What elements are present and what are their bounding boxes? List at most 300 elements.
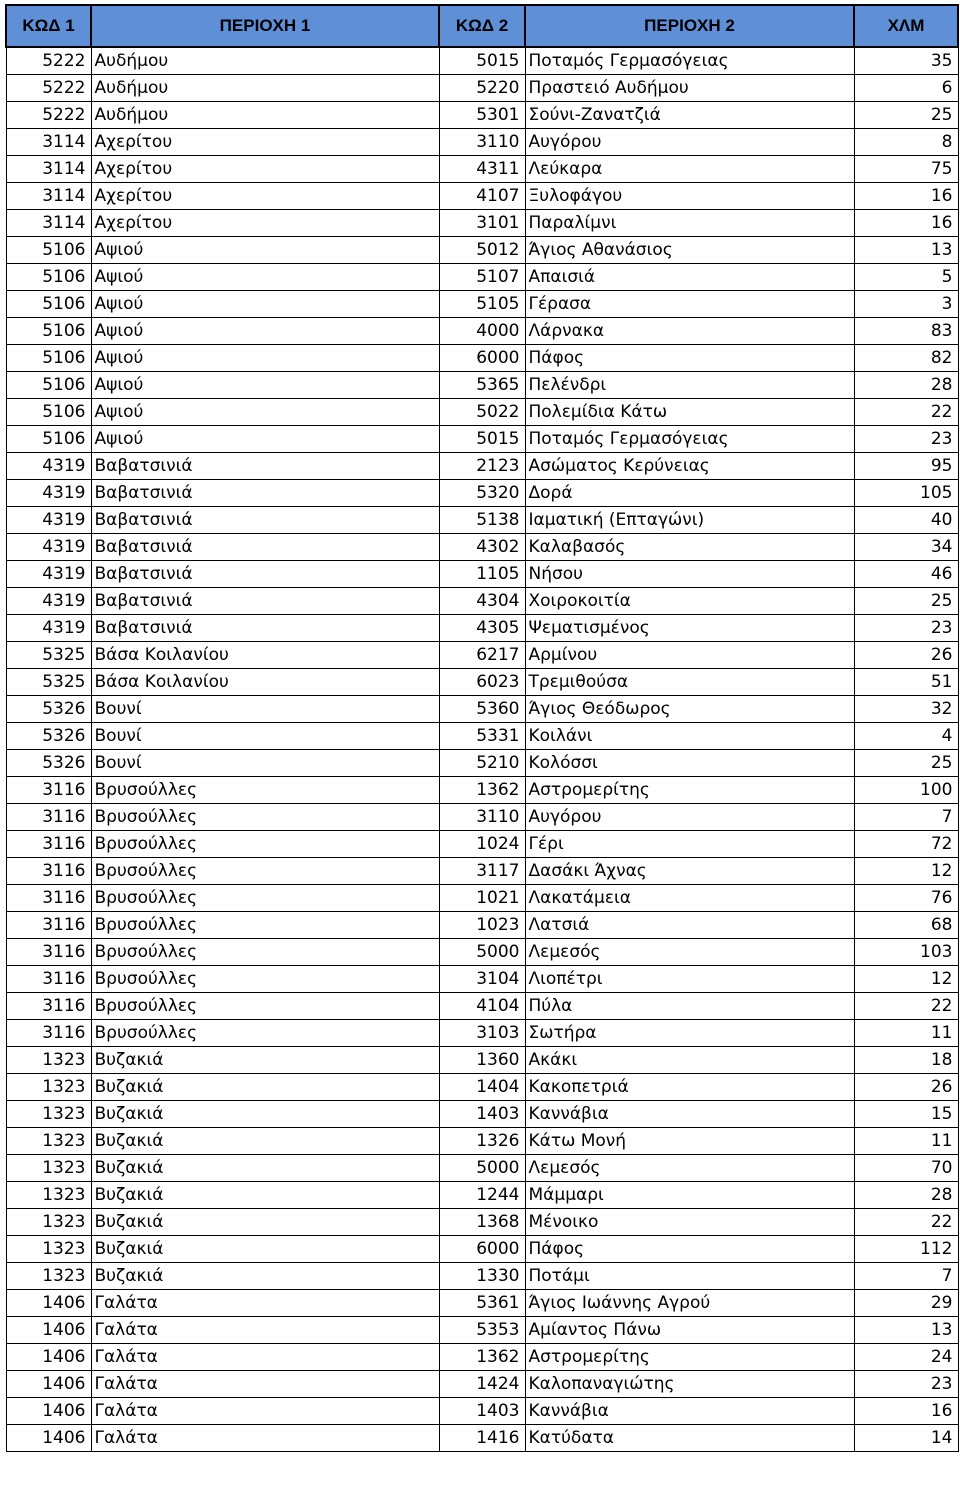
cell-area-2: Κακοπετριά bbox=[525, 1074, 854, 1101]
table-row bbox=[6, 345, 958, 372]
table-row bbox=[6, 858, 958, 885]
cell-code-1: 1323 bbox=[6, 1209, 91, 1236]
cell-code-2: 5353 bbox=[439, 1317, 525, 1344]
cell-area-1: Βάσα Κοιλανίου bbox=[91, 642, 439, 669]
cell-area-1: Αψιού bbox=[91, 237, 439, 264]
cell-area-2: Ξυλοφάγου bbox=[525, 183, 854, 210]
cell-code-1: 5106 bbox=[6, 264, 91, 291]
cell-km: 28 bbox=[854, 1182, 958, 1209]
cell-area-2: Σούνι-Ζανατζιά bbox=[525, 102, 854, 129]
cell-code-1: 5325 bbox=[6, 669, 91, 696]
cell-area-1: Βαβατσινιά bbox=[91, 588, 439, 615]
cell-code-2: 1023 bbox=[439, 912, 525, 939]
cell-area-1: Γαλάτα bbox=[91, 1317, 439, 1344]
table-body bbox=[6, 47, 958, 1452]
table-row bbox=[6, 480, 958, 507]
table-header bbox=[6, 5, 958, 47]
cell-code-1: 5326 bbox=[6, 696, 91, 723]
cell-area-2: Απαισιά bbox=[525, 264, 854, 291]
cell-code-2: 6000 bbox=[439, 345, 525, 372]
table-row bbox=[6, 1074, 958, 1101]
cell-area-1: Αχερίτου bbox=[91, 156, 439, 183]
cell-code-2: 5365 bbox=[439, 372, 525, 399]
cell-km: 15 bbox=[854, 1101, 958, 1128]
cell-area-1: Βρυσούλλες bbox=[91, 804, 439, 831]
cell-code-1: 5106 bbox=[6, 237, 91, 264]
table-row bbox=[6, 237, 958, 264]
cell-code-2: 1244 bbox=[439, 1182, 525, 1209]
cell-km: 14 bbox=[854, 1425, 958, 1452]
cell-km: 28 bbox=[854, 372, 958, 399]
cell-code-2: 1403 bbox=[439, 1398, 525, 1425]
cell-area-1: Βάσα Κοιλανίου bbox=[91, 669, 439, 696]
distance-table bbox=[5, 4, 959, 1452]
cell-code-2: 1416 bbox=[439, 1425, 525, 1452]
header-km: ΧΛΜ bbox=[854, 5, 958, 47]
table-row bbox=[6, 1425, 958, 1452]
cell-code-1: 5222 bbox=[6, 75, 91, 102]
table-row bbox=[6, 1047, 958, 1074]
table-row bbox=[6, 534, 958, 561]
cell-area-2: Καννάβια bbox=[525, 1101, 854, 1128]
cell-code-2: 5105 bbox=[439, 291, 525, 318]
cell-area-2: Πραστειό Αυδήμου bbox=[525, 75, 854, 102]
cell-area-2: Ασώματος Κερύνειας bbox=[525, 453, 854, 480]
cell-km: 105 bbox=[854, 480, 958, 507]
cell-area-2: Ιαματική (Επταγώνι) bbox=[525, 507, 854, 534]
cell-code-1: 1406 bbox=[6, 1398, 91, 1425]
cell-code-1: 5326 bbox=[6, 723, 91, 750]
table-row bbox=[6, 777, 958, 804]
cell-code-1: 3114 bbox=[6, 210, 91, 237]
cell-area-1: Βαβατσινιά bbox=[91, 480, 439, 507]
cell-area-1: Βαβατσινιά bbox=[91, 615, 439, 642]
cell-area-2: Αυγόρου bbox=[525, 804, 854, 831]
cell-km: 13 bbox=[854, 1317, 958, 1344]
cell-code-2: 4302 bbox=[439, 534, 525, 561]
cell-area-1: Βυζακιά bbox=[91, 1209, 439, 1236]
cell-km: 18 bbox=[854, 1047, 958, 1074]
cell-km: 16 bbox=[854, 210, 958, 237]
table-row bbox=[6, 318, 958, 345]
cell-km: 46 bbox=[854, 561, 958, 588]
cell-area-1: Γαλάτα bbox=[91, 1425, 439, 1452]
table-row bbox=[6, 588, 958, 615]
cell-code-1: 1323 bbox=[6, 1155, 91, 1182]
cell-code-1: 4319 bbox=[6, 615, 91, 642]
cell-code-1: 1323 bbox=[6, 1074, 91, 1101]
cell-area-1: Βυζακιά bbox=[91, 1047, 439, 1074]
cell-area-1: Βρυσούλλες bbox=[91, 912, 439, 939]
cell-area-1: Αυδήμου bbox=[91, 75, 439, 102]
cell-area-1: Βουνί bbox=[91, 750, 439, 777]
table-row bbox=[6, 1398, 958, 1425]
cell-area-1: Αψιού bbox=[91, 345, 439, 372]
table-row bbox=[6, 723, 958, 750]
cell-code-1: 3116 bbox=[6, 858, 91, 885]
cell-code-2: 1424 bbox=[439, 1371, 525, 1398]
cell-code-2: 1326 bbox=[439, 1128, 525, 1155]
cell-area-2: Καλοπαναγιώτης bbox=[525, 1371, 854, 1398]
cell-area-2: Νήσου bbox=[525, 561, 854, 588]
cell-area-2: Λεμεσός bbox=[525, 1155, 854, 1182]
header-area-2: ΠΕΡΙΟΧΗ 2 bbox=[525, 5, 854, 47]
cell-km: 11 bbox=[854, 1020, 958, 1047]
cell-area-2: Κάτω Μονή bbox=[525, 1128, 854, 1155]
cell-code-2: 3101 bbox=[439, 210, 525, 237]
cell-area-2: Παραλίμνι bbox=[525, 210, 854, 237]
table-row bbox=[6, 804, 958, 831]
cell-area-2: Ποταμός Γερμασόγειας bbox=[525, 47, 854, 75]
cell-area-2: Λάρνακα bbox=[525, 318, 854, 345]
table-row bbox=[6, 993, 958, 1020]
cell-code-2: 1362 bbox=[439, 777, 525, 804]
cell-area-2: Αυγόρου bbox=[525, 129, 854, 156]
cell-code-1: 3116 bbox=[6, 1020, 91, 1047]
cell-km: 25 bbox=[854, 102, 958, 129]
cell-code-1: 5326 bbox=[6, 750, 91, 777]
cell-code-1: 1406 bbox=[6, 1317, 91, 1344]
table-row bbox=[6, 183, 958, 210]
table-row bbox=[6, 1263, 958, 1290]
table-row bbox=[6, 831, 958, 858]
table-row bbox=[6, 102, 958, 129]
cell-code-1: 3116 bbox=[6, 939, 91, 966]
cell-area-1: Αψιού bbox=[91, 426, 439, 453]
table-row bbox=[6, 615, 958, 642]
cell-area-2: Τρεμιθούσα bbox=[525, 669, 854, 696]
cell-area-2: Κατύδατα bbox=[525, 1425, 854, 1452]
cell-km: 26 bbox=[854, 642, 958, 669]
cell-km: 51 bbox=[854, 669, 958, 696]
table-row bbox=[6, 156, 958, 183]
cell-km: 22 bbox=[854, 993, 958, 1020]
table-row bbox=[6, 1101, 958, 1128]
cell-code-2: 5138 bbox=[439, 507, 525, 534]
cell-area-2: Ποτάμι bbox=[525, 1263, 854, 1290]
cell-code-1: 1406 bbox=[6, 1371, 91, 1398]
cell-area-2: Κολόσσι bbox=[525, 750, 854, 777]
cell-area-2: Πάφος bbox=[525, 345, 854, 372]
cell-area-2: Άγιος Θεόδωρος bbox=[525, 696, 854, 723]
cell-area-1: Γαλάτα bbox=[91, 1290, 439, 1317]
cell-km: 7 bbox=[854, 1263, 958, 1290]
cell-code-2: 3103 bbox=[439, 1020, 525, 1047]
cell-km: 7 bbox=[854, 804, 958, 831]
cell-code-2: 4104 bbox=[439, 993, 525, 1020]
cell-area-1: Αχερίτου bbox=[91, 129, 439, 156]
cell-code-1: 3114 bbox=[6, 183, 91, 210]
cell-code-2: 1021 bbox=[439, 885, 525, 912]
cell-area-2: Μένοικο bbox=[525, 1209, 854, 1236]
cell-code-1: 1323 bbox=[6, 1101, 91, 1128]
cell-area-2: Πολεμίδια Κάτω bbox=[525, 399, 854, 426]
header-code-1: ΚΩΔ 1 bbox=[6, 5, 91, 47]
cell-code-1: 1406 bbox=[6, 1425, 91, 1452]
cell-area-2: Ποταμός Γερμασόγειας bbox=[525, 426, 854, 453]
cell-code-2: 5331 bbox=[439, 723, 525, 750]
cell-code-1: 4319 bbox=[6, 453, 91, 480]
cell-code-1: 3114 bbox=[6, 156, 91, 183]
cell-code-2: 1362 bbox=[439, 1344, 525, 1371]
cell-code-1: 1323 bbox=[6, 1182, 91, 1209]
cell-area-1: Γαλάτα bbox=[91, 1344, 439, 1371]
cell-km: 95 bbox=[854, 453, 958, 480]
cell-code-2: 1403 bbox=[439, 1101, 525, 1128]
cell-code-2: 1024 bbox=[439, 831, 525, 858]
cell-code-2: 1105 bbox=[439, 561, 525, 588]
cell-km: 5 bbox=[854, 264, 958, 291]
cell-km: 24 bbox=[854, 1344, 958, 1371]
cell-area-1: Βρυσούλλες bbox=[91, 993, 439, 1020]
table-row bbox=[6, 1020, 958, 1047]
cell-code-1: 1323 bbox=[6, 1236, 91, 1263]
cell-km: 29 bbox=[854, 1290, 958, 1317]
cell-area-1: Βαβατσινιά bbox=[91, 507, 439, 534]
cell-code-2: 1404 bbox=[439, 1074, 525, 1101]
table-row bbox=[6, 1236, 958, 1263]
cell-code-1: 5325 bbox=[6, 642, 91, 669]
cell-code-2: 5301 bbox=[439, 102, 525, 129]
cell-code-2: 6023 bbox=[439, 669, 525, 696]
cell-code-2: 6000 bbox=[439, 1236, 525, 1263]
cell-area-1: Βουνί bbox=[91, 696, 439, 723]
cell-code-1: 3116 bbox=[6, 912, 91, 939]
cell-code-1: 5222 bbox=[6, 102, 91, 129]
cell-code-2: 3117 bbox=[439, 858, 525, 885]
cell-area-1: Βρυσούλλες bbox=[91, 831, 439, 858]
cell-area-1: Βρυσούλλες bbox=[91, 858, 439, 885]
cell-km: 13 bbox=[854, 237, 958, 264]
cell-km: 23 bbox=[854, 615, 958, 642]
cell-code-1: 1406 bbox=[6, 1344, 91, 1371]
table-row bbox=[6, 453, 958, 480]
cell-km: 8 bbox=[854, 129, 958, 156]
cell-area-1: Αψιού bbox=[91, 372, 439, 399]
cell-code-2: 4107 bbox=[439, 183, 525, 210]
cell-area-2: Άγιος Αθανάσιος bbox=[525, 237, 854, 264]
table-row bbox=[6, 129, 958, 156]
header-area-1: ΠΕΡΙΟΧΗ 1 bbox=[91, 5, 439, 47]
cell-area-2: Γέρι bbox=[525, 831, 854, 858]
cell-code-1: 5106 bbox=[6, 372, 91, 399]
cell-area-1: Αυδήμου bbox=[91, 47, 439, 75]
cell-km: 68 bbox=[854, 912, 958, 939]
cell-area-2: Λεμεσός bbox=[525, 939, 854, 966]
cell-km: 103 bbox=[854, 939, 958, 966]
cell-area-2: Σωτήρα bbox=[525, 1020, 854, 1047]
cell-km: 23 bbox=[854, 426, 958, 453]
cell-code-2: 3104 bbox=[439, 966, 525, 993]
cell-code-2: 5107 bbox=[439, 264, 525, 291]
cell-km: 100 bbox=[854, 777, 958, 804]
table-row bbox=[6, 426, 958, 453]
cell-area-1: Βρυσούλλες bbox=[91, 939, 439, 966]
cell-area-1: Βυζακιά bbox=[91, 1128, 439, 1155]
cell-code-1: 3114 bbox=[6, 129, 91, 156]
cell-code-2: 4304 bbox=[439, 588, 525, 615]
table-row bbox=[6, 912, 958, 939]
cell-code-1: 5106 bbox=[6, 399, 91, 426]
cell-code-1: 3116 bbox=[6, 804, 91, 831]
cell-area-2: Αστρομερίτης bbox=[525, 777, 854, 804]
table-row bbox=[6, 1344, 958, 1371]
cell-area-2: Αστρομερίτης bbox=[525, 1344, 854, 1371]
cell-km: 11 bbox=[854, 1128, 958, 1155]
cell-area-2: Ακάκι bbox=[525, 1047, 854, 1074]
cell-area-2: Αμίαντος Πάνω bbox=[525, 1317, 854, 1344]
table-row bbox=[6, 885, 958, 912]
cell-km: 32 bbox=[854, 696, 958, 723]
cell-code-1: 1406 bbox=[6, 1290, 91, 1317]
cell-code-1: 3116 bbox=[6, 966, 91, 993]
cell-km: 16 bbox=[854, 1398, 958, 1425]
table-row bbox=[6, 696, 958, 723]
cell-area-2: Δορά bbox=[525, 480, 854, 507]
cell-km: 83 bbox=[854, 318, 958, 345]
cell-code-2: 4000 bbox=[439, 318, 525, 345]
cell-code-2: 3110 bbox=[439, 804, 525, 831]
cell-code-1: 1323 bbox=[6, 1047, 91, 1074]
table-row bbox=[6, 750, 958, 777]
cell-km: 35 bbox=[854, 47, 958, 75]
table-row bbox=[6, 966, 958, 993]
cell-km: 72 bbox=[854, 831, 958, 858]
cell-area-1: Αψιού bbox=[91, 291, 439, 318]
cell-area-1: Αψιού bbox=[91, 399, 439, 426]
cell-area-2: Κοιλάνι bbox=[525, 723, 854, 750]
cell-area-2: Μάμμαρι bbox=[525, 1182, 854, 1209]
cell-area-1: Βρυσούλλες bbox=[91, 885, 439, 912]
cell-area-1: Βυζακιά bbox=[91, 1182, 439, 1209]
cell-area-1: Βρυσούλλες bbox=[91, 777, 439, 804]
cell-code-2: 5360 bbox=[439, 696, 525, 723]
cell-code-1: 4319 bbox=[6, 480, 91, 507]
cell-code-1: 3116 bbox=[6, 885, 91, 912]
table-row bbox=[6, 561, 958, 588]
cell-code-2: 5012 bbox=[439, 237, 525, 264]
cell-code-1: 1323 bbox=[6, 1263, 91, 1290]
cell-code-1: 3116 bbox=[6, 777, 91, 804]
table-row bbox=[6, 399, 958, 426]
table-row bbox=[6, 1128, 958, 1155]
cell-area-1: Γαλάτα bbox=[91, 1371, 439, 1398]
cell-km: 34 bbox=[854, 534, 958, 561]
cell-code-2: 5015 bbox=[439, 426, 525, 453]
cell-code-2: 5015 bbox=[439, 47, 525, 75]
cell-code-2: 3110 bbox=[439, 129, 525, 156]
cell-km: 25 bbox=[854, 750, 958, 777]
cell-code-1: 4319 bbox=[6, 534, 91, 561]
cell-code-1: 4319 bbox=[6, 561, 91, 588]
table-row bbox=[6, 1182, 958, 1209]
cell-code-1: 5106 bbox=[6, 291, 91, 318]
cell-area-2: Πάφος bbox=[525, 1236, 854, 1263]
cell-code-2: 1330 bbox=[439, 1263, 525, 1290]
table-row bbox=[6, 210, 958, 237]
cell-km: 22 bbox=[854, 399, 958, 426]
cell-area-2: Δασάκι Άχνας bbox=[525, 858, 854, 885]
cell-code-2: 6217 bbox=[439, 642, 525, 669]
table-row bbox=[6, 264, 958, 291]
cell-km: 75 bbox=[854, 156, 958, 183]
cell-code-1: 1323 bbox=[6, 1128, 91, 1155]
table-row bbox=[6, 939, 958, 966]
cell-code-2: 5320 bbox=[439, 480, 525, 507]
cell-code-2: 5000 bbox=[439, 1155, 525, 1182]
cell-area-1: Αχερίτου bbox=[91, 210, 439, 237]
cell-area-1: Βυζακιά bbox=[91, 1263, 439, 1290]
cell-km: 112 bbox=[854, 1236, 958, 1263]
table-row bbox=[6, 642, 958, 669]
cell-area-2: Καννάβια bbox=[525, 1398, 854, 1425]
table-row bbox=[6, 669, 958, 696]
cell-code-1: 4319 bbox=[6, 588, 91, 615]
cell-area-2: Πύλα bbox=[525, 993, 854, 1020]
cell-code-2: 5361 bbox=[439, 1290, 525, 1317]
cell-area-1: Βυζακιά bbox=[91, 1101, 439, 1128]
cell-area-2: Αρμίνου bbox=[525, 642, 854, 669]
cell-area-1: Βαβατσινιά bbox=[91, 453, 439, 480]
table-row bbox=[6, 1290, 958, 1317]
cell-km: 70 bbox=[854, 1155, 958, 1182]
cell-km: 25 bbox=[854, 588, 958, 615]
table-row bbox=[6, 1209, 958, 1236]
cell-code-1: 5222 bbox=[6, 47, 91, 75]
cell-km: 4 bbox=[854, 723, 958, 750]
cell-code-2: 4305 bbox=[439, 615, 525, 642]
table-row bbox=[6, 507, 958, 534]
cell-km: 12 bbox=[854, 966, 958, 993]
cell-area-1: Βουνί bbox=[91, 723, 439, 750]
cell-area-1: Βαβατσινιά bbox=[91, 534, 439, 561]
cell-km: 22 bbox=[854, 1209, 958, 1236]
table-row bbox=[6, 1155, 958, 1182]
cell-code-2: 4311 bbox=[439, 156, 525, 183]
cell-area-1: Βρυσούλλες bbox=[91, 966, 439, 993]
cell-area-2: Άγιος Ιωάννης Αγρού bbox=[525, 1290, 854, 1317]
cell-area-2: Χοιροκοιτία bbox=[525, 588, 854, 615]
cell-code-2: 1368 bbox=[439, 1209, 525, 1236]
table-row bbox=[6, 291, 958, 318]
cell-code-2: 5220 bbox=[439, 75, 525, 102]
cell-area-2: Λιοπέτρι bbox=[525, 966, 854, 993]
cell-area-2: Καλαβασός bbox=[525, 534, 854, 561]
cell-code-2: 5210 bbox=[439, 750, 525, 777]
cell-code-2: 5000 bbox=[439, 939, 525, 966]
cell-area-1: Βυζακιά bbox=[91, 1074, 439, 1101]
header-code-2: ΚΩΔ 2 bbox=[439, 5, 525, 47]
table-row bbox=[6, 1371, 958, 1398]
cell-code-2: 2123 bbox=[439, 453, 525, 480]
cell-km: 82 bbox=[854, 345, 958, 372]
cell-km: 12 bbox=[854, 858, 958, 885]
cell-area-2: Λεύκαρα bbox=[525, 156, 854, 183]
table-row bbox=[6, 75, 958, 102]
cell-area-1: Αψιού bbox=[91, 264, 439, 291]
cell-code-1: 3116 bbox=[6, 831, 91, 858]
cell-km: 26 bbox=[854, 1074, 958, 1101]
cell-km: 76 bbox=[854, 885, 958, 912]
cell-area-1: Βυζακιά bbox=[91, 1155, 439, 1182]
cell-area-2: Πελένδρι bbox=[525, 372, 854, 399]
cell-code-2: 1360 bbox=[439, 1047, 525, 1074]
cell-km: 16 bbox=[854, 183, 958, 210]
cell-code-1: 5106 bbox=[6, 426, 91, 453]
cell-code-1: 4319 bbox=[6, 507, 91, 534]
cell-area-2: Ψεματισμένος bbox=[525, 615, 854, 642]
cell-area-1: Βρυσούλλες bbox=[91, 1020, 439, 1047]
